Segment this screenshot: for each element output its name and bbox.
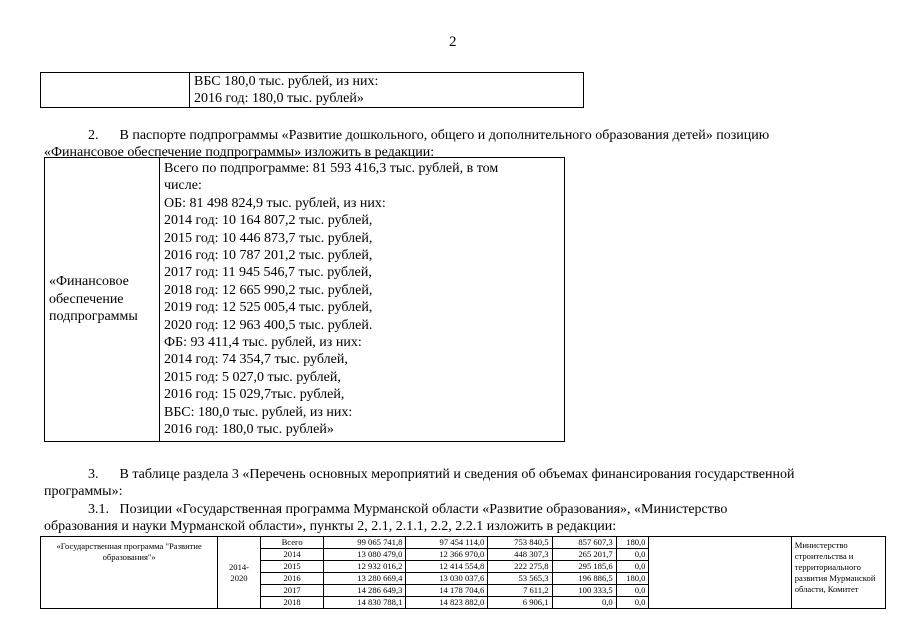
financing-line: 2017 год: 11 945 546,7 тыс. рублей, bbox=[164, 265, 372, 281]
financing-line: 2018 год: 12 665 990,2 тыс. рублей, bbox=[164, 282, 373, 298]
text-line: ВБС 180,0 тыс. рублей, из них: bbox=[194, 74, 379, 89]
total-cell: 12 932 016,2 bbox=[324, 561, 406, 573]
year-cell: 2017 bbox=[260, 585, 324, 597]
continuation-table-left-cell bbox=[41, 73, 190, 108]
fb-cell: 53 565,3 bbox=[488, 573, 552, 585]
total-cell: 13 280 669,4 bbox=[324, 573, 406, 585]
program-name-cell: «Государственная программа "Развитие образования"» bbox=[41, 537, 218, 609]
year-cell: Всего bbox=[260, 537, 324, 549]
financing-line: 2015 год: 5 027,0 тыс. рублей, bbox=[164, 369, 341, 385]
financing-line: ФБ: 93 411,4 тыс. рублей, из них: bbox=[164, 335, 362, 351]
item-3-paragraph bbox=[88, 466, 888, 483]
mb-cell: 295 185,6 bbox=[552, 561, 616, 573]
item-3-1-line-1: 3.1. Позиции «Государственная программа Мурманской области «Развитие образования», «Министерство bbox=[88, 502, 728, 517]
financing-line: числе: bbox=[164, 178, 202, 194]
mb-cell: 857 607,3 bbox=[552, 537, 616, 549]
text-line: 2016 год: 180,0 тыс. рублей» bbox=[194, 91, 364, 106]
financing-line: 2014 год: 10 164 807,2 тыс. рублей, bbox=[164, 213, 373, 229]
financing-line: ОБ: 81 498 824,9 тыс. рублей, из них: bbox=[164, 195, 386, 211]
item-2-line-2: «Финансовое обеспечение подпрограммы» изложить в редакции: bbox=[44, 145, 435, 160]
vbs-cell: 0,0 bbox=[616, 585, 649, 597]
passport-financing-table bbox=[44, 157, 565, 442]
item-3-line-2: программы»: bbox=[44, 484, 123, 499]
vbs-cell: 180,0 bbox=[616, 537, 649, 549]
total-cell: 99 065 741,8 bbox=[324, 537, 406, 549]
financing-line: 2020 год: 12 963 400,5 тыс. рублей. bbox=[164, 317, 373, 333]
period-line: 2014- bbox=[228, 561, 250, 572]
item-3-1-paragraph bbox=[88, 501, 888, 518]
mb-cell: 0,0 bbox=[552, 597, 616, 609]
position-line: «Финансовое bbox=[49, 274, 129, 290]
year-cell: 2016 bbox=[260, 573, 324, 585]
financing-line: Всего по подпрограмме: 81 593 416,3 тыс. рублей, в том bbox=[164, 161, 499, 176]
ob-cell: 97 454 114,0 bbox=[406, 537, 488, 549]
mb-cell: 100 333,5 bbox=[552, 585, 616, 597]
financing-line: 2016 год: 180,0 тыс. рублей» bbox=[164, 422, 334, 438]
fb-cell: 753 840,5 bbox=[488, 537, 552, 549]
vbs-cell: 180,0 bbox=[616, 573, 649, 585]
position-line: обеспечение bbox=[49, 291, 124, 307]
fb-cell: 222 275,8 bbox=[488, 561, 552, 573]
ob-cell: 14 178 704,6 bbox=[406, 585, 488, 597]
page-number: 2 bbox=[449, 34, 457, 50]
ob-cell: 12 366 970,0 bbox=[406, 549, 488, 561]
passport-financing-cell bbox=[160, 158, 565, 442]
vbs-cell: 0,0 bbox=[616, 561, 649, 573]
financing-line: 2014 год: 74 354,7 тыс. рублей, bbox=[164, 352, 348, 368]
empty-cell bbox=[649, 537, 791, 609]
year-cell: 2015 bbox=[260, 561, 324, 573]
item-2-line-1: 2. В паспорте подпрограммы «Развитие дошкольного, общего и дополнительного образования детей» позицию bbox=[88, 128, 770, 143]
item-2-paragraph bbox=[88, 127, 878, 144]
vbs-cell: 0,0 bbox=[616, 597, 649, 609]
fb-cell: 7 611,2 bbox=[488, 585, 552, 597]
item-3-paragraph-cont bbox=[44, 483, 844, 500]
passport-position-cell bbox=[45, 158, 160, 442]
vbs-cell: 0,0 bbox=[616, 549, 649, 561]
continuation-table-right-cell bbox=[190, 73, 584, 108]
item-3-1-line-2: образования и науки Мурманской области», пункты 2, 2.1, 2.1.1, 2.2, 2.2.1 изложить в редакции: bbox=[44, 519, 617, 534]
financing-line: 2019 год: 12 525 005,4 тыс. рублей, bbox=[164, 300, 373, 316]
ob-cell: 14 823 882,0 bbox=[406, 597, 488, 609]
year-cell: 2014 bbox=[260, 549, 324, 561]
program-finance-table bbox=[40, 536, 886, 609]
period-line: 2020 bbox=[230, 572, 248, 583]
ob-cell: 13 030 037,6 bbox=[406, 573, 488, 585]
mb-cell: 265 201,7 bbox=[552, 549, 616, 561]
mb-cell: 196 886,5 bbox=[552, 573, 616, 585]
fb-cell: 448 307,3 bbox=[488, 549, 552, 561]
continuation-table bbox=[40, 72, 584, 108]
financing-line: 2015 год: 10 446 873,7 тыс. рублей, bbox=[164, 230, 373, 246]
period-cell bbox=[218, 537, 260, 609]
table-row bbox=[41, 537, 886, 549]
financing-line: 2016 год: 15 029,7тыс. рублей, bbox=[164, 387, 345, 403]
total-cell: 14 286 649,3 bbox=[324, 585, 406, 597]
fb-cell: 6 906,1 bbox=[488, 597, 552, 609]
financing-line: ВБС: 180,0 тыс. рублей, из них: bbox=[164, 404, 353, 420]
item-3-line-1: 3. В таблице раздела 3 «Перечень основных мероприятий и сведения об объемах финансирования государственной bbox=[88, 467, 795, 482]
ob-cell: 12 414 554,8 bbox=[406, 561, 488, 573]
financing-line: 2016 год: 10 787 201,2 тыс. рублей, bbox=[164, 248, 373, 264]
total-cell: 13 080 479,0 bbox=[324, 549, 406, 561]
year-cell: 2018 bbox=[260, 597, 324, 609]
executor-cell: Министерство строительства и территориального развития Мурманской области, Комитет bbox=[791, 537, 885, 609]
item-3-1-paragraph-cont bbox=[44, 518, 844, 535]
total-cell: 14 830 788,1 bbox=[324, 597, 406, 609]
position-line: подпрограммы bbox=[49, 308, 138, 324]
